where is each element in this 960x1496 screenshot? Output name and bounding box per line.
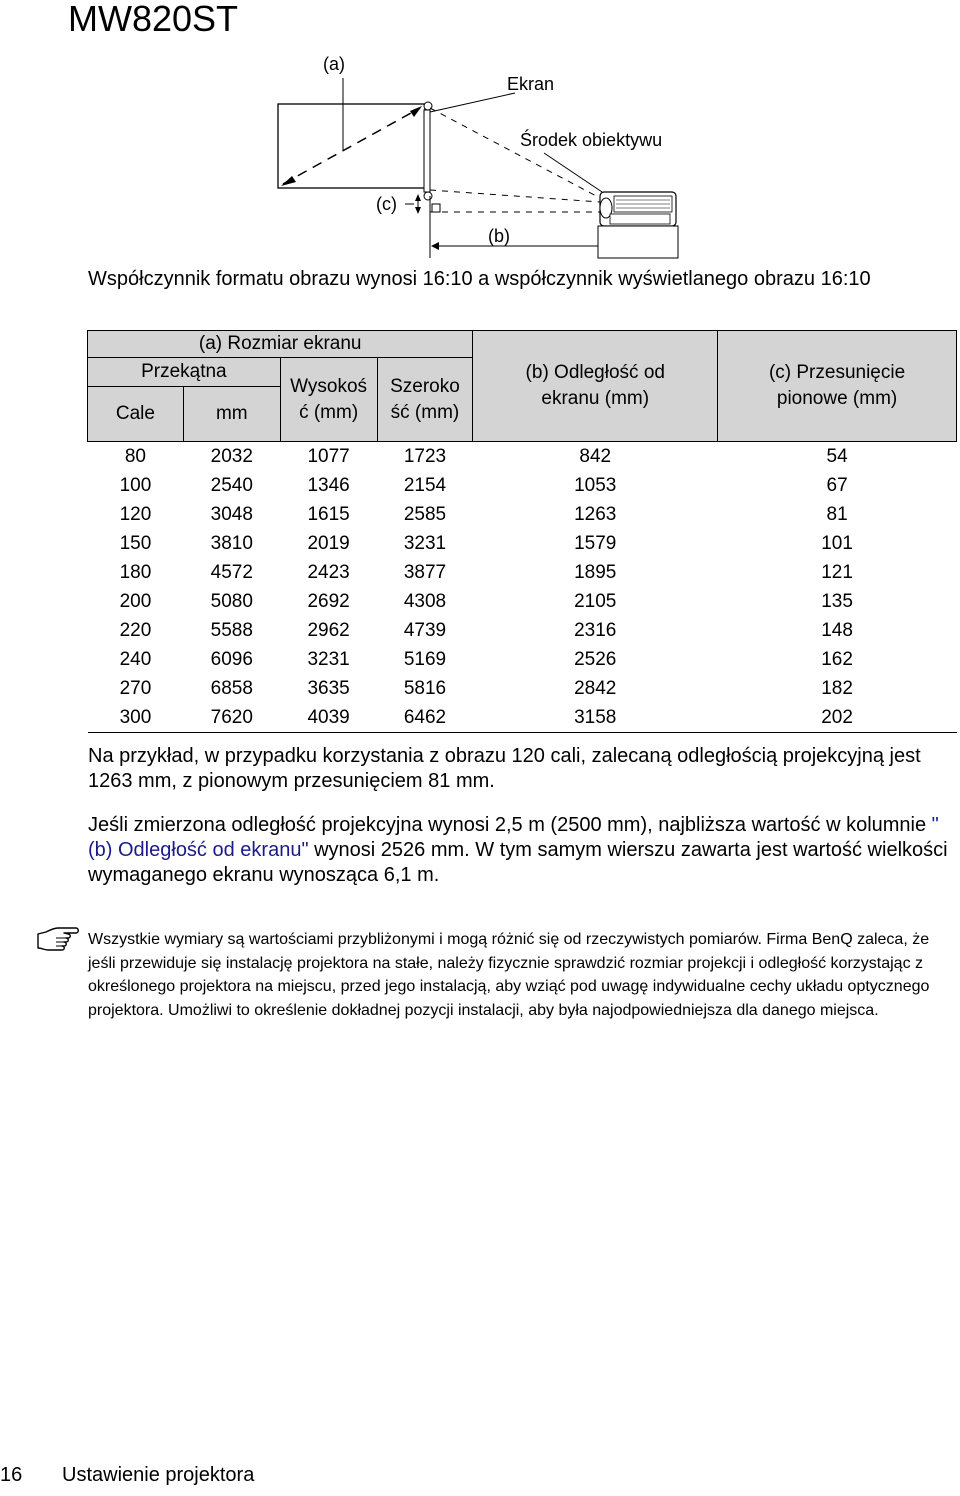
table-cell: 2585 [403,503,447,525]
table-cell: 2423 [307,561,350,583]
table-cell: 3231 [403,532,447,554]
table-cell: 148 [821,619,853,641]
table-cell: 4308 [403,590,447,612]
header-mm: mm [183,387,280,442]
table-cell: 162 [821,648,853,670]
table-cell: 121 [821,561,853,583]
table-cell: 81 [826,503,848,525]
table-cell: 150 [119,532,152,554]
header-height: Wysokość (mm) [280,358,377,442]
table-cell: 2526 [574,648,617,670]
table-cell: 5816 [403,677,447,699]
table-cell: 2692 [307,590,350,612]
aspect-ratio-text: Współczynnik formatu obrazu wynosi 16:10 a współczynnik wyświetlanego obrazu 16:10 [88,268,871,290]
table-row [88,500,957,529]
header-width: Szerokość (mm) [377,358,473,442]
table-cell: 3231 [307,648,350,670]
table-row [88,529,957,558]
table-cell: 1723 [403,445,447,467]
label-b: (b) [488,226,510,246]
table-cell: 80 [124,445,146,467]
table-cell: 180 [119,561,152,583]
table-cell: 1077 [307,445,350,467]
table-cell: 5080 [210,590,253,612]
table-row [88,703,957,733]
table-cell: 1895 [574,561,617,583]
table-cell: 101 [821,532,853,554]
table-cell: 1346 [307,474,350,496]
header-inches: Cale [88,387,184,442]
table-row [88,471,957,500]
header-diagonal: Przekątna [88,358,281,387]
table-row [88,674,957,703]
table-cell: 1579 [574,532,617,554]
table-cell: 3635 [307,677,350,699]
table-cell: 1263 [574,503,617,525]
table-cell: 4572 [210,561,253,583]
table-cell: 4739 [403,619,447,641]
table-row [88,558,957,587]
label-lens-center: Środek obiektywu [520,130,663,150]
table-cell: 220 [119,619,152,641]
table-cell: 2032 [210,445,253,467]
table-cell: 6096 [210,648,253,670]
table-cell: 3877 [403,561,447,583]
header-screen-size: (a) Rozmiar ekranu [88,331,473,358]
table-cell: 67 [826,474,848,496]
table-cell: 2540 [210,474,253,496]
table-cell: 7620 [183,703,280,733]
table-cell: 54 [826,445,848,467]
table-cell: 2316 [574,619,617,641]
table-cell: 300 [88,703,184,733]
table-cell: 3158 [473,703,718,733]
table-cell: 135 [821,590,853,612]
header-distance: (b) Odległość od ekranu (mm) [473,331,718,442]
example-paragraph: Na przykład, w przypadku korzystania z obrazu 120 cali, zalecaną odległością projekcyjną jest 1263 mm, z pionowym przesunięciem 81 mm. [88,745,921,792]
table-row [88,645,957,674]
table-cell: 202 [718,703,957,733]
measure-text-before: Jeśli zmierzona odległość projekcyjna wynosi 2,5 m (2500 mm), najbliższa wartość w kolumnie [88,814,932,836]
hand-pointing-icon [36,924,80,954]
table-cell: 6462 [377,703,473,733]
label-screen: Ekran [507,74,555,94]
table-cell: 200 [119,590,152,612]
distance-column-reference: "(b) Odległość od ekranu" [88,814,939,861]
table-cell: 240 [119,648,152,670]
table-cell: 3048 [210,503,253,525]
table-cell: 5588 [210,619,253,641]
projection-table [87,330,957,733]
label-a: (a) [323,54,345,74]
projection-diagram [0,0,960,262]
table-cell: 182 [821,677,853,699]
note-paragraph: Wszystkie wymiary są wartościami przybliżonymi i mogą różnić się od rzeczywistych pomiarów. Firma BenQ zaleca, że jeśli przewiduje się instalację projektora na stałe, należy fizycznie sprawdzić rozmiar projekcji i odległość korzystając z określonego projektora na miejscu, przed jego instalacją, aby wziąć pod uwagę indywidualne cechy układu optycznego projektora. Umożliwi to określenie dokładnej pozycji instalacji, aby była najodpowiedniejsza dla danego miejsca. [88,931,930,1019]
table-cell: 2962 [307,619,350,641]
table-cell: 270 [119,677,152,699]
table-cell: 1053 [574,474,617,496]
table-cell: 6858 [210,677,253,699]
table-row [88,442,957,472]
table-cell: 2842 [574,677,617,699]
table-cell: 2019 [307,532,350,554]
section-title: Ustawienie projektora [62,1464,255,1486]
table-row [88,587,957,616]
measure-paragraph [88,813,956,888]
table-cell: 100 [119,474,152,496]
table-cell: 2105 [574,590,617,612]
measure-text-after: wynosi 2526 mm. W tym samym wierszu zawarta jest wartość wielkości wymaganego ekranu wynosząca 6,1 m. [88,839,948,886]
model-title: MW820ST [68,0,239,39]
table-cell: 2154 [403,474,447,496]
table-cell: 842 [579,445,612,467]
label-c: (c) [376,194,397,214]
header-offset: (c) Przesunięcie pionowe (mm) [718,331,957,442]
table-cell: 4039 [280,703,377,733]
table-cell: 5169 [403,648,447,670]
table-row [88,616,957,645]
table-cell: 120 [119,503,152,525]
table-cell: 3810 [210,532,253,554]
table-cell: 1615 [307,503,350,525]
page-number: 16 [0,1464,23,1486]
